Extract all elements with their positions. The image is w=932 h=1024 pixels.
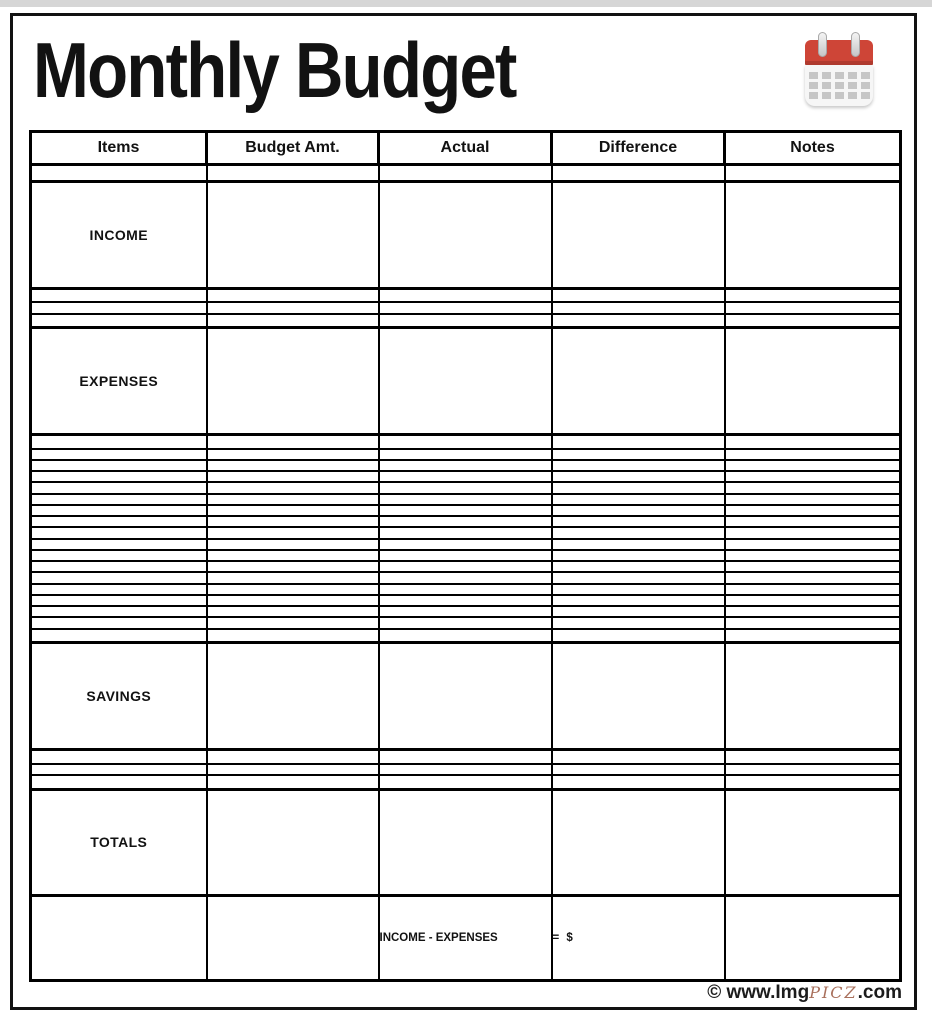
budget-amt-cell[interactable] (207, 584, 379, 595)
column-header-budget-amt: Budget Amt. (207, 132, 379, 165)
notes-cell[interactable] (725, 584, 901, 595)
notes-cell[interactable] (725, 527, 901, 538)
actual-cell: INCOME - EXPENSES (379, 896, 552, 981)
budget-amt-cell[interactable] (207, 750, 379, 764)
items-cell[interactable] (31, 482, 207, 493)
page-title: Monthly Budget (33, 26, 516, 114)
items-cell[interactable] (31, 629, 207, 643)
calendar-day-dot (848, 72, 857, 79)
budget-amt-cell[interactable] (207, 482, 379, 493)
items-cell[interactable] (31, 449, 207, 460)
notes-cell[interactable] (725, 629, 901, 643)
budget-amt-cell[interactable] (207, 516, 379, 527)
table-row (31, 584, 901, 595)
items-cell[interactable] (31, 505, 207, 516)
notes-cell (725, 896, 901, 981)
budget-amt-cell[interactable] (207, 328, 379, 435)
difference-cell[interactable] (552, 494, 725, 505)
column-header-actual: Actual (379, 132, 552, 165)
difference-cell[interactable] (552, 539, 725, 550)
calendar-day-dot (861, 82, 870, 89)
section-row-expenses (31, 328, 901, 435)
difference-cell[interactable] (552, 460, 725, 471)
difference-cell[interactable] (552, 572, 725, 583)
difference-cell: = $ (552, 896, 725, 981)
watermark-suffix: .com (857, 982, 902, 1003)
difference-cell[interactable] (552, 165, 725, 182)
items-cell[interactable] (31, 165, 207, 182)
notes-cell[interactable] (725, 595, 901, 606)
notes-cell[interactable] (725, 328, 901, 435)
table-row (31, 527, 901, 538)
actual-cell[interactable] (379, 460, 552, 471)
section-row-income (31, 181, 901, 288)
budget-amt-cell[interactable] (207, 595, 379, 606)
items-cell[interactable] (31, 750, 207, 764)
actual-cell[interactable] (379, 181, 552, 288)
items-cell[interactable] (31, 572, 207, 583)
notes-cell[interactable] (725, 606, 901, 617)
actual-cell[interactable] (379, 789, 552, 896)
actual-cell[interactable] (379, 516, 552, 527)
table-row (31, 606, 901, 617)
notes-cell[interactable] (725, 750, 901, 764)
calendar-day-dot (861, 72, 870, 79)
actual-cell[interactable] (379, 328, 552, 435)
actual-cell[interactable] (379, 572, 552, 583)
items-cell: EXPENSES (31, 328, 207, 435)
calendar-header (805, 40, 873, 65)
table-row (31, 435, 901, 449)
difference-cell[interactable] (552, 617, 725, 628)
budget-amt-cell (207, 896, 379, 981)
notes-cell[interactable] (725, 482, 901, 493)
difference-cell[interactable] (552, 595, 725, 606)
calendar-day-dot (835, 72, 844, 79)
notes-cell[interactable] (725, 516, 901, 527)
budget-amt-cell[interactable] (207, 629, 379, 643)
table-row (31, 505, 901, 516)
actual-cell[interactable] (379, 505, 552, 516)
items-cell[interactable] (31, 494, 207, 505)
actual-cell[interactable] (379, 527, 552, 538)
table-row (31, 516, 901, 527)
calendar-day-dot (822, 92, 831, 99)
difference-cell[interactable] (552, 789, 725, 896)
watermark-prefix: © www.Img (707, 982, 810, 1003)
actual-cell[interactable] (379, 764, 552, 775)
budget-amt-cell[interactable] (207, 494, 379, 505)
table-row (31, 165, 901, 182)
difference-cell[interactable] (552, 482, 725, 493)
difference-cell[interactable] (552, 606, 725, 617)
actual-cell[interactable] (379, 165, 552, 182)
column-header-notes: Notes (725, 132, 901, 165)
notes-cell[interactable] (725, 435, 901, 449)
items-cell[interactable] (31, 764, 207, 775)
table-row (31, 775, 901, 789)
table-row (31, 617, 901, 628)
notes-cell[interactable] (725, 561, 901, 572)
actual-cell[interactable] (379, 435, 552, 449)
notes-cell[interactable] (725, 764, 901, 775)
table-row (31, 572, 901, 583)
items-cell: SAVINGS (31, 643, 207, 750)
calendar-day-dot (848, 92, 857, 99)
notes-cell[interactable] (725, 181, 901, 288)
difference-cell[interactable] (552, 505, 725, 516)
calendar-day-dot (822, 72, 831, 79)
budget-amt-cell[interactable] (207, 606, 379, 617)
watermark-brand: PICZ (809, 983, 858, 1002)
items-cell: INCOME (31, 181, 207, 288)
notes-cell[interactable] (725, 471, 901, 482)
difference-cell[interactable] (552, 314, 725, 328)
notes-cell[interactable] (725, 165, 901, 182)
budget-amt-cell[interactable] (207, 527, 379, 538)
calendar-ring-icon (851, 32, 860, 57)
items-cell[interactable] (31, 471, 207, 482)
budget-amt-cell[interactable] (207, 435, 379, 449)
items-cell[interactable] (31, 606, 207, 617)
notes-cell[interactable] (725, 494, 901, 505)
table-row (31, 550, 901, 561)
notes-cell[interactable] (725, 789, 901, 896)
difference-cell[interactable] (552, 328, 725, 435)
actual-cell[interactable] (379, 288, 552, 302)
difference-cell[interactable] (552, 764, 725, 775)
actual-cell[interactable] (379, 471, 552, 482)
items-cell[interactable] (31, 516, 207, 527)
items-cell[interactable] (31, 550, 207, 561)
notes-cell[interactable] (725, 449, 901, 460)
budget-amt-cell[interactable] (207, 302, 379, 313)
actual-cell[interactable] (379, 449, 552, 460)
notes-cell[interactable] (725, 539, 901, 550)
difference-cell[interactable] (552, 584, 725, 595)
difference-cell[interactable] (552, 527, 725, 538)
actual-cell[interactable] (379, 561, 552, 572)
calendar-day-dot (809, 72, 818, 79)
actual-cell[interactable] (379, 482, 552, 493)
actual-cell[interactable] (379, 584, 552, 595)
actual-cell[interactable] (379, 643, 552, 750)
table-row (31, 629, 901, 643)
budget-amt-cell[interactable] (207, 181, 379, 288)
table-row (31, 449, 901, 460)
actual-cell[interactable] (379, 750, 552, 764)
calendar-day-dot (809, 92, 818, 99)
table-row (31, 764, 901, 775)
notes-cell[interactable] (725, 314, 901, 328)
table-row (31, 539, 901, 550)
actual-cell[interactable] (379, 595, 552, 606)
column-header-items: Items (31, 132, 207, 165)
calendar-day-dot (822, 82, 831, 89)
notes-cell[interactable] (725, 460, 901, 471)
budget-amt-cell[interactable] (207, 460, 379, 471)
actual-cell[interactable] (379, 314, 552, 328)
budget-amt-cell[interactable] (207, 550, 379, 561)
items-cell: TOTALS (31, 789, 207, 896)
actual-cell[interactable] (379, 550, 552, 561)
items-cell[interactable] (31, 527, 207, 538)
actual-cell[interactable] (379, 606, 552, 617)
actual-cell[interactable] (379, 775, 552, 789)
notes-cell[interactable] (725, 505, 901, 516)
difference-cell[interactable] (552, 516, 725, 527)
notes-cell[interactable] (725, 302, 901, 313)
budget-amt-cell[interactable] (207, 775, 379, 789)
budget-amt-cell[interactable] (207, 539, 379, 550)
budget-amt-cell[interactable] (207, 165, 379, 182)
budget-amt-cell[interactable] (207, 572, 379, 583)
difference-cell[interactable] (552, 750, 725, 764)
calendar-day-dot (809, 82, 818, 89)
formula-row (31, 896, 901, 981)
budget-amt-cell[interactable] (207, 314, 379, 328)
watermark (707, 982, 902, 1004)
difference-cell[interactable] (552, 561, 725, 572)
budget-amt-cell[interactable] (207, 789, 379, 896)
difference-cell[interactable] (552, 181, 725, 288)
table-row (31, 302, 901, 313)
budget-amt-cell[interactable] (207, 561, 379, 572)
items-cell[interactable] (31, 584, 207, 595)
budget-sheet-page (10, 13, 917, 1010)
budget-amt-cell[interactable] (207, 617, 379, 628)
budget-table (29, 130, 902, 982)
actual-cell[interactable] (379, 617, 552, 628)
budget-amt-cell[interactable] (207, 505, 379, 516)
header-row (31, 132, 901, 165)
table-row (31, 750, 901, 764)
difference-cell[interactable] (552, 449, 725, 460)
budget-amt-cell[interactable] (207, 764, 379, 775)
calendar-day-dot (861, 92, 870, 99)
budget-amt-cell[interactable] (207, 449, 379, 460)
section-row-totals (31, 789, 901, 896)
actual-cell[interactable] (379, 539, 552, 550)
items-cell (31, 896, 207, 981)
actual-cell[interactable] (379, 629, 552, 643)
calendar-ring-icon (818, 32, 827, 57)
items-cell[interactable] (31, 314, 207, 328)
difference-cell[interactable] (552, 629, 725, 643)
calendar-day-dot (835, 82, 844, 89)
items-cell[interactable] (31, 460, 207, 471)
difference-cell[interactable] (552, 643, 725, 750)
items-cell[interactable] (31, 595, 207, 606)
difference-cell[interactable] (552, 302, 725, 313)
table-row (31, 595, 901, 606)
budget-amt-cell[interactable] (207, 288, 379, 302)
budget-table-body (31, 165, 901, 981)
budget-amt-cell[interactable] (207, 643, 379, 750)
table-row (31, 482, 901, 493)
difference-cell[interactable] (552, 775, 725, 789)
calendar-grid (805, 65, 873, 106)
items-cell[interactable] (31, 539, 207, 550)
notes-cell[interactable] (725, 643, 901, 750)
calendar-icon (805, 32, 873, 106)
table-row (31, 561, 901, 572)
difference-cell[interactable] (552, 471, 725, 482)
notes-cell[interactable] (725, 617, 901, 628)
table-row (31, 314, 901, 328)
items-cell[interactable] (31, 561, 207, 572)
calendar-day-dot (835, 92, 844, 99)
difference-cell[interactable] (552, 435, 725, 449)
table-row (31, 288, 901, 302)
items-cell[interactable] (31, 288, 207, 302)
budget-amt-cell[interactable] (207, 471, 379, 482)
notes-cell[interactable] (725, 550, 901, 561)
items-cell[interactable] (31, 617, 207, 628)
difference-cell[interactable] (552, 550, 725, 561)
actual-cell[interactable] (379, 302, 552, 313)
items-cell[interactable] (31, 302, 207, 313)
screen-top-strip (0, 0, 932, 7)
items-cell[interactable] (31, 775, 207, 789)
actual-cell[interactable] (379, 494, 552, 505)
table-row (31, 460, 901, 471)
notes-cell[interactable] (725, 572, 901, 583)
table-row (31, 494, 901, 505)
calendar-day-dot (848, 82, 857, 89)
difference-cell[interactable] (552, 288, 725, 302)
section-row-savings (31, 643, 901, 750)
items-cell[interactable] (31, 435, 207, 449)
notes-cell[interactable] (725, 288, 901, 302)
table-row (31, 471, 901, 482)
column-header-difference: Difference (552, 132, 725, 165)
notes-cell[interactable] (725, 775, 901, 789)
